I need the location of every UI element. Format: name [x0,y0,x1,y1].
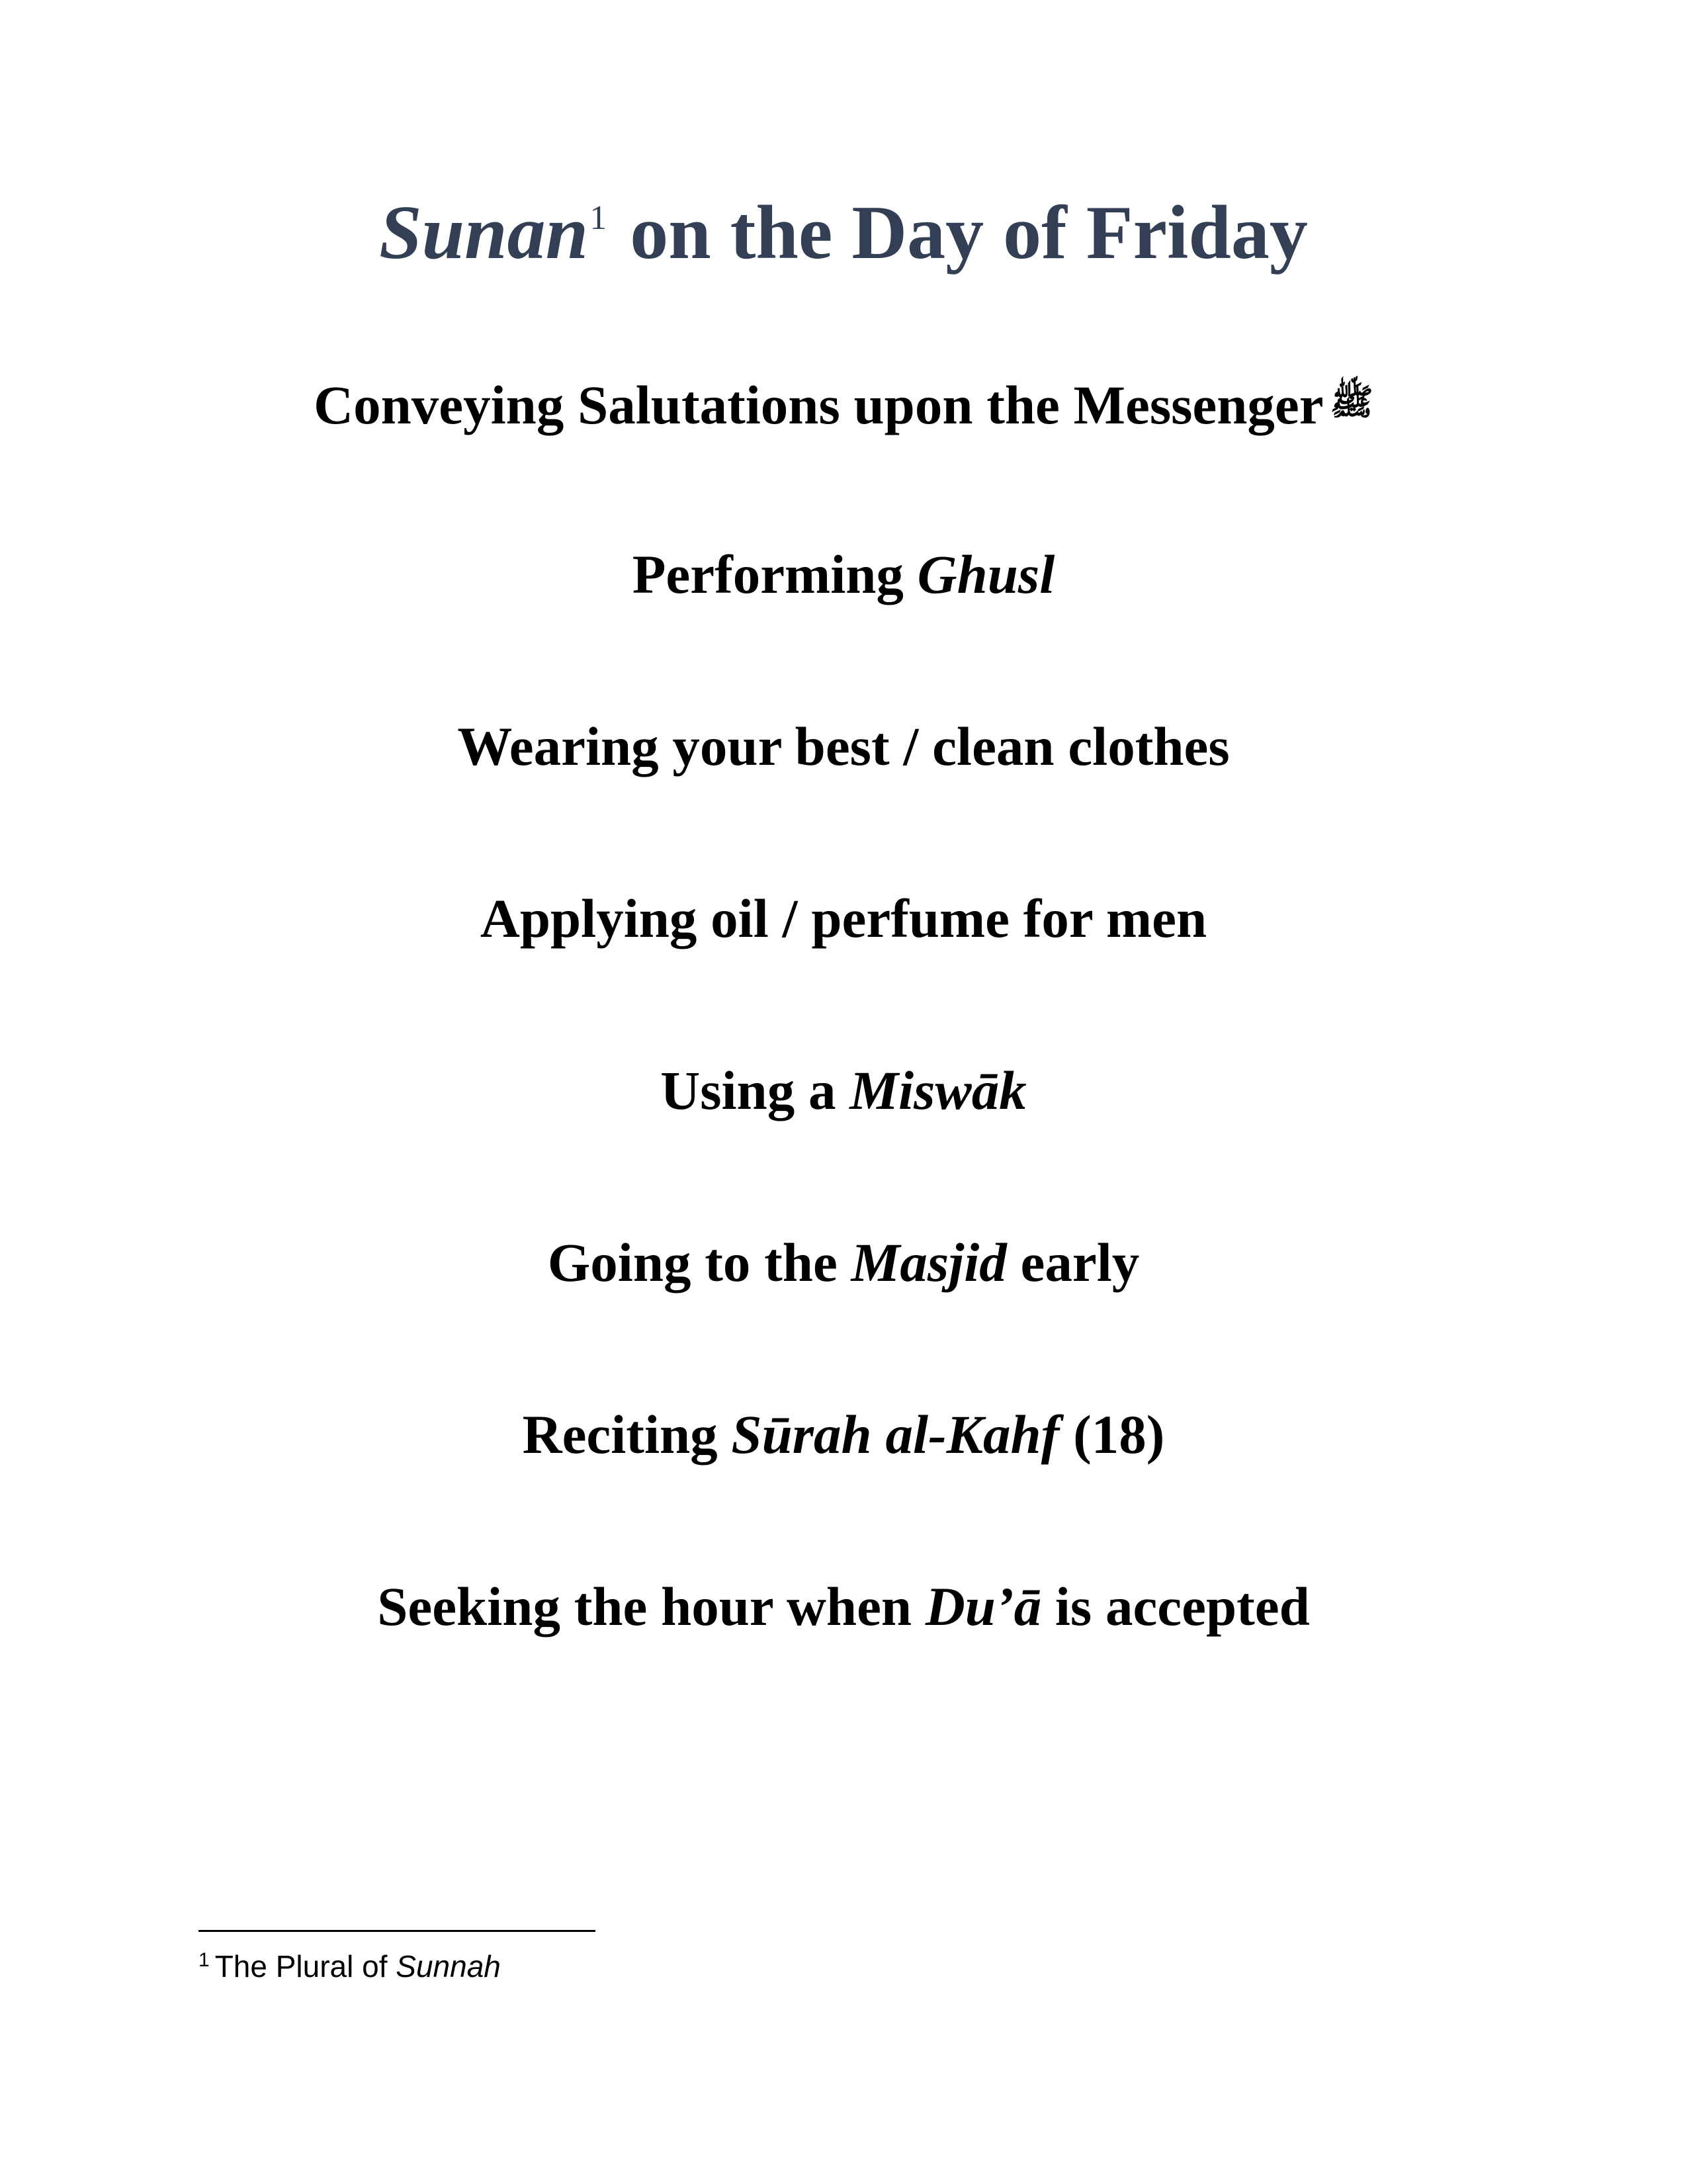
sunnah-item-miswak [0,1057,1687,1123]
sunnah-item-masjid [0,1229,1687,1295]
item-emphasis: Sūrah al-Kahf [731,1404,1060,1465]
sunnah-item-perfume [0,885,1687,951]
title-footnote-marker: 1 [589,199,607,237]
footnote-separator [198,1930,595,1932]
item-text: Applying oil / perfume for men [480,888,1207,949]
sunnah-item-clothes [0,713,1687,779]
item-emphasis: Du’ā [925,1576,1042,1637]
item-text: Reciting [522,1404,732,1465]
item-text: Using a [660,1060,850,1121]
page-title [0,187,1687,294]
item-text-after: early [1006,1232,1140,1293]
item-text: Wearing your best / clean clothes [457,716,1230,777]
footnote-text: The Plural of [214,1949,396,1984]
item-emphasis: Miswāk [849,1060,1027,1121]
salawat-ligature-icon: ﷺ [1330,381,1373,423]
item-text: Performing [632,544,918,605]
title-italic-word: Sunan [379,191,589,275]
sunnah-item-salutations [0,369,1687,438]
item-text: Conveying Salutations upon the Messenger [314,374,1324,435]
item-text-after: (18) [1059,1404,1165,1465]
item-emphasis: Ghusl [917,544,1055,605]
sunnah-item-ghusl [0,541,1687,607]
item-text: Going to the [547,1232,851,1293]
footnote-marker: 1 [198,1949,210,1971]
item-text-after: is accepted [1041,1576,1310,1637]
sunnah-item-kahf [0,1401,1687,1467]
sunnah-item-dua [0,1573,1687,1639]
footnote [198,1948,501,1989]
title-rest: on the Day of Friday [630,191,1308,275]
item-emphasis: Masjid [851,1232,1007,1293]
item-text: Seeking the hour when [377,1576,926,1637]
footnote-emphasis: Sunnah [396,1949,501,1984]
